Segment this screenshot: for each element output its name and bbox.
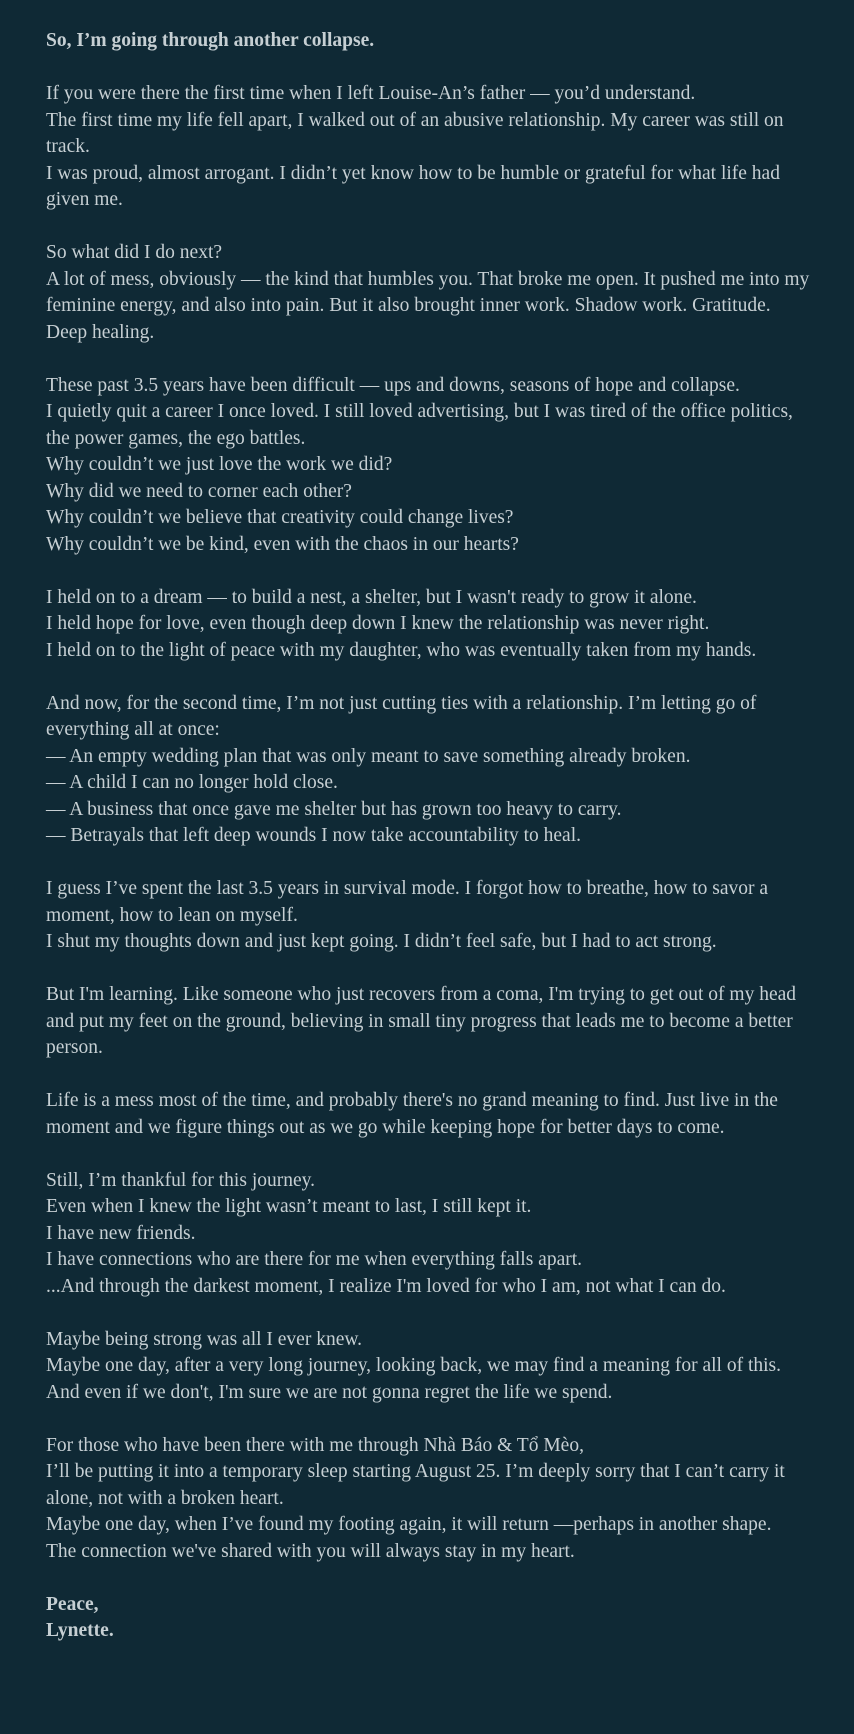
paragraph-line: A lot of mess, obviously — the kind that humbles you. That broke me open. It pushed me into my feminine energy, and also into pain. But it also brought inner work. Shadow work. Gratitude. Deep healing. <box>46 268 810 343</box>
letter-body <box>46 81 814 1565</box>
letter-paragraph <box>46 1433 814 1566</box>
paragraph-line: — An empty wedding plan that was only meant to save something already broken. <box>46 745 691 767</box>
paragraph-line: I quietly quit a career I once loved. I still loved advertising, but I was tired of the office politics, the power games, the ego battles. <box>46 401 793 449</box>
paragraph-line: If you were there the first time when I left Louise-An’s father — you’d understand. <box>46 83 696 104</box>
paragraph-line: I’ll be putting it into a temporary sleep starting August 25. I’m deeply sorry that I can’t carry it alone, not with a broken heart. <box>46 1461 785 1509</box>
paragraph-line: I held hope for love, even though deep down I knew the relationship was never right. <box>46 613 710 634</box>
letter-paragraph <box>46 1327 814 1407</box>
letter-paragraph <box>46 240 814 346</box>
letter-title: So, I’m going through another collapse. <box>46 30 375 51</box>
paragraph-line: I held on to a dream — to build a nest, a shelter, but I wasn't ready to grow it alone. <box>46 586 697 608</box>
paragraph-line: And now, for the second time, I’m not just cutting ties with a relationship. I’m letting go of everything all at once: <box>46 692 757 740</box>
paragraph-line: Why couldn’t we be kind, even with the chaos in our hearts? <box>46 533 519 555</box>
letter-paragraph <box>46 585 814 665</box>
letter-paragraph <box>46 1168 814 1301</box>
letter-paragraph <box>46 81 814 214</box>
signoff-closing: Peace, <box>46 1593 99 1615</box>
paragraph-line: I guess I’ve spent the last 3.5 years in survival mode. I forgot how to breathe, how to savor a moment, how to lean on myself. <box>46 878 769 926</box>
paragraph-line: ...And through the darkest moment, I realize I'm loved for who I am, not what I can do. <box>46 1275 726 1297</box>
paragraph-line: — A business that once gave me shelter but has grown too heavy to carry. <box>46 798 622 820</box>
letter-paragraph <box>46 876 814 956</box>
paragraph-line: I held on to the light of peace with my daughter, who was eventually taken from my hands. <box>46 639 757 661</box>
paragraph-line: So what did I do next? <box>46 242 223 263</box>
paragraph-line: — Betrayals that left deep wounds I now take accountability to heal. <box>46 825 582 846</box>
letter-signoff <box>46 1592 814 1645</box>
paragraph-line: I shut my thoughts down and just kept going. I didn’t feel safe, but I had to act strong. <box>46 931 717 952</box>
paragraph-line: I have new friends. <box>46 1222 196 1244</box>
paragraph-line: Maybe being strong was all I ever knew. <box>46 1328 363 1350</box>
paragraph-line: But I'm learning. Like someone who just recovers from a coma, I'm trying to get out of my head and put my feet on the ground, believing in small tiny progress that leads me to become a better person. <box>46 984 797 1058</box>
paragraph-line: Still, I’m thankful for this journey. <box>46 1169 315 1191</box>
letter-paragraph <box>46 1088 814 1141</box>
paragraph-line: Maybe one day, after a very long journey, looking back, we may find a meaning for all of this. And even if we don't, I'm sure we are not gonna regret the life we spend. <box>46 1355 781 1403</box>
paragraph-line: These past 3.5 years have been difficult — ups and downs, seasons of hope and collapse. <box>46 374 740 396</box>
letter-paragraph <box>46 373 814 559</box>
paragraph-line: — A child I can no longer hold close. <box>46 772 338 793</box>
letter-paragraph <box>46 982 814 1062</box>
paragraph-line: I was proud, almost arrogant. I didn’t yet know how to be humble or grateful for what life had given me. <box>46 162 780 210</box>
paragraph-line: Maybe one day, when I’ve found my footing again, it will return —perhaps in another shape. <box>46 1514 772 1535</box>
paragraph-line: Why did we need to corner each other? <box>46 480 352 502</box>
paragraph-line: Life is a mess most of the time, and probably there's no grand meaning to find. Just live in the moment and we figure things out as we go while keeping hope for better days to come. <box>46 1090 778 1138</box>
paragraph-line: Even when I knew the light wasn’t meant to last, I still kept it. <box>46 1196 532 1217</box>
paragraph-line: I have connections who are there for me when everything falls apart. <box>46 1249 583 1270</box>
paragraph-line: Why couldn’t we just love the work we did? <box>46 454 393 475</box>
paragraph-line: Why couldn’t we believe that creativity could change lives? <box>46 507 514 528</box>
paragraph-line: The connection we've shared with you will always stay in my heart. <box>46 1540 575 1562</box>
paragraph-line: The first time my life fell apart, I walked out of an abusive relationship. My career was still on track. <box>46 109 784 157</box>
signoff-name: Lynette. <box>46 1620 114 1641</box>
letter-paragraph <box>46 691 814 850</box>
paragraph-line: For those who have been there with me through Nhà Báo & Tổ Mèo, <box>46 1434 584 1456</box>
